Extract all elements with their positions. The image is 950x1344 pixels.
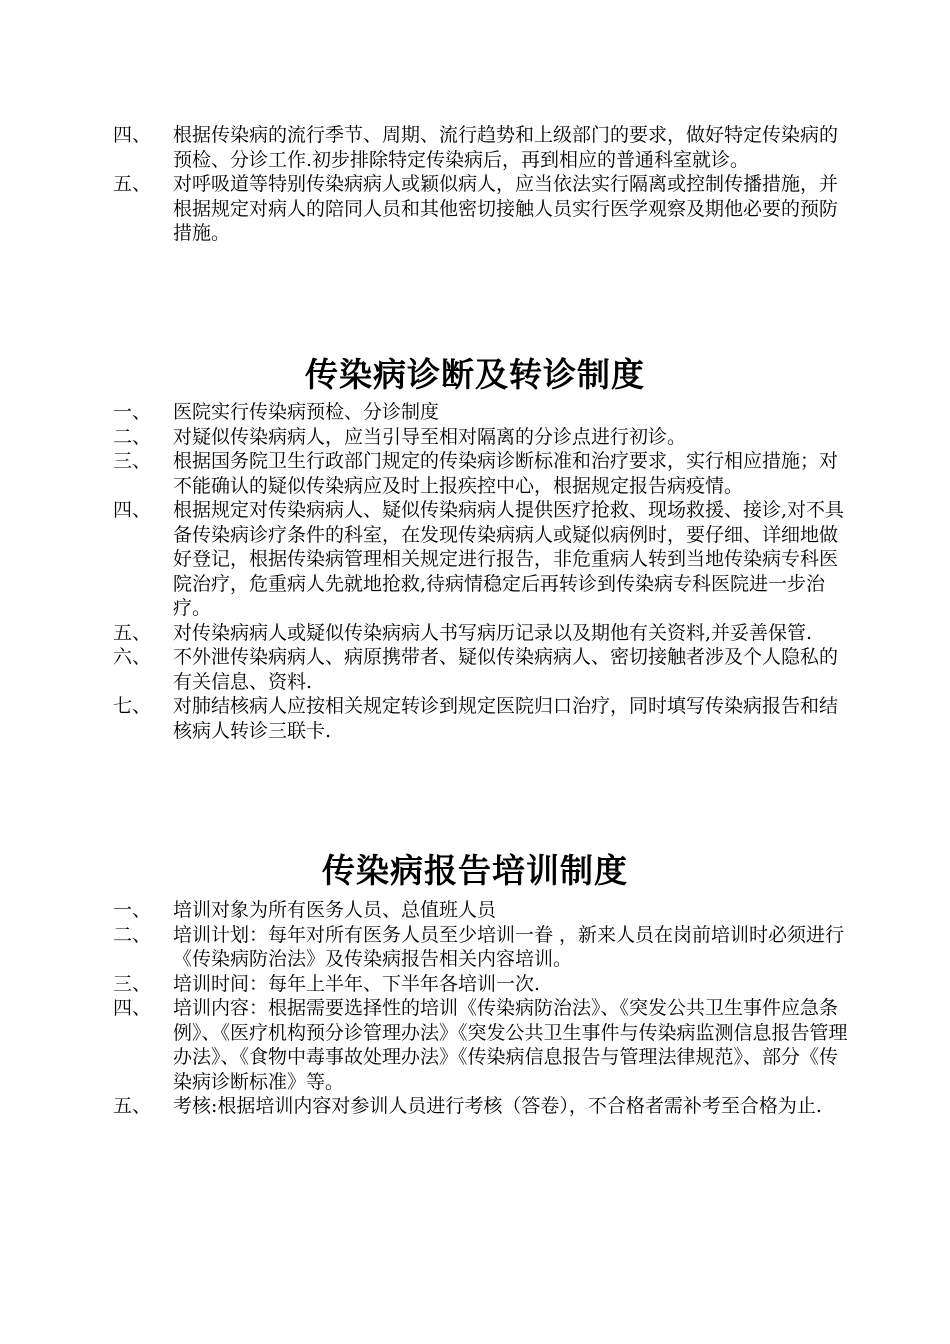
item-text: 不外泄传染病病人、病原携带者、疑似传染病病人、密切接触者涉及个人隐私的有关信息、资料. — [173, 646, 839, 693]
item-text: 培训内容：根据需要选择性的培训《传染病防治法》、《突发公共卫生事件应急条例》、《医疗机构预分诊管理办法》《突发公共卫生事件与传染病监测信息报告管理办法》、《食物中毒事故处理办法》《传染病信息报告与管理法律规范》、部分《传染病诊断标准》等。 — [173, 997, 848, 1093]
list-item — [113, 425, 853, 450]
item-number: 五、 — [113, 621, 152, 644]
item-text: 对呼吸道等特别传染病病人或颖似病人，应当依法实行隔离或控制传播措施，并根据规定对病人的陪同人员和其他密切接触人员实行医学观察及期他必要的预防措施。 — [173, 173, 839, 244]
section-title-diagnosis-referral: 传染病诊断及转诊制度 — [305, 355, 645, 394]
item-text: 根据传染病的流行季节、周期、流行趋势和上级部门的要求，做好特定传染病的预检、分诊工作.初步排除特定传染病后，再到相应的普通科室就诊。 — [173, 124, 839, 171]
item-number: 三、 — [113, 972, 152, 995]
item-text: 培训对象为所有医务人员、总值班人员 — [173, 899, 497, 921]
item-number: 七、 — [113, 695, 152, 717]
diagnosis-referral-list — [113, 400, 853, 743]
list-item — [113, 972, 853, 997]
item-number: 二、 — [113, 425, 152, 448]
item-number: 五、 — [113, 173, 152, 195]
list-item — [113, 621, 853, 646]
list-item — [113, 123, 853, 172]
list-item — [113, 923, 853, 972]
list-item — [113, 996, 853, 1094]
section-title-report-training: 传染病报告培训制度 — [322, 851, 628, 890]
item-number: 五、 — [113, 1095, 152, 1117]
item-text: 医院实行传染病预检、分诊制度 — [173, 401, 440, 423]
item-text: 考核:根据培训内容对参训人员进行考核（答卷），不合格者需补考至合格为止. — [173, 1095, 822, 1117]
list-item — [113, 172, 853, 246]
item-text: 培训时间：每年上半年、下半年各培训一次. — [173, 972, 541, 995]
item-text: 对疑似传染病病人，应当引导至相对隔离的分诊点进行初诊。 — [173, 425, 687, 448]
item-text: 对肺结核病人应按相关规定转诊到规定医院归口治疗，同时填写传染病报告和结核病人转诊三联卡. — [173, 695, 839, 742]
item-text: 根据规定对传染病病人、疑似传染病病人提供医疗抢救、现场救援、接诊,对不具备传染病诊疗条件的科室，在发现传染病病人或疑似病例时，要仔细、详细地做好登记，根据传染病管理相关规定进行报告，非危重病人转到当地传染病专科医院治疗，危重病人先就地抢救,待病情稳定后再转诊到传染病专科医院进一步治疗。 — [173, 499, 845, 619]
item-text: 根据国务院卫生行政部门规定的传染病诊断标准和治疗要求，实行相应措施；对不能确认的疑似传染病应及时上报疾控中心，根据规定报告病疫情。 — [173, 450, 839, 497]
list-item — [113, 400, 853, 425]
item-number: 二、 — [113, 923, 152, 946]
item-number: 一、 — [113, 401, 152, 423]
item-number: 四、 — [113, 997, 152, 1019]
list-item — [113, 1094, 853, 1119]
list-item — [113, 694, 853, 743]
item-text: 对传染病病人或疑似传染病病人书写病历记录以及期他有关资料,并妥善保管. — [173, 621, 813, 644]
list-item — [113, 498, 853, 621]
item-text: 培训计划：每年对所有医务人员至少培训一眷 ，新来人员在岗前培训时必须进行《传染病防治法》及传染病报告相关内容培训。 — [173, 923, 845, 970]
item-number: 六、 — [113, 646, 152, 668]
item-number: 四、 — [113, 499, 152, 521]
report-training-list — [113, 898, 853, 1119]
list-item — [113, 898, 853, 923]
list-item — [113, 645, 853, 694]
item-number: 一、 — [113, 899, 152, 921]
intro-list — [113, 123, 853, 246]
item-number: 三、 — [113, 450, 152, 472]
item-number: 四、 — [113, 124, 152, 146]
list-item — [113, 449, 853, 498]
